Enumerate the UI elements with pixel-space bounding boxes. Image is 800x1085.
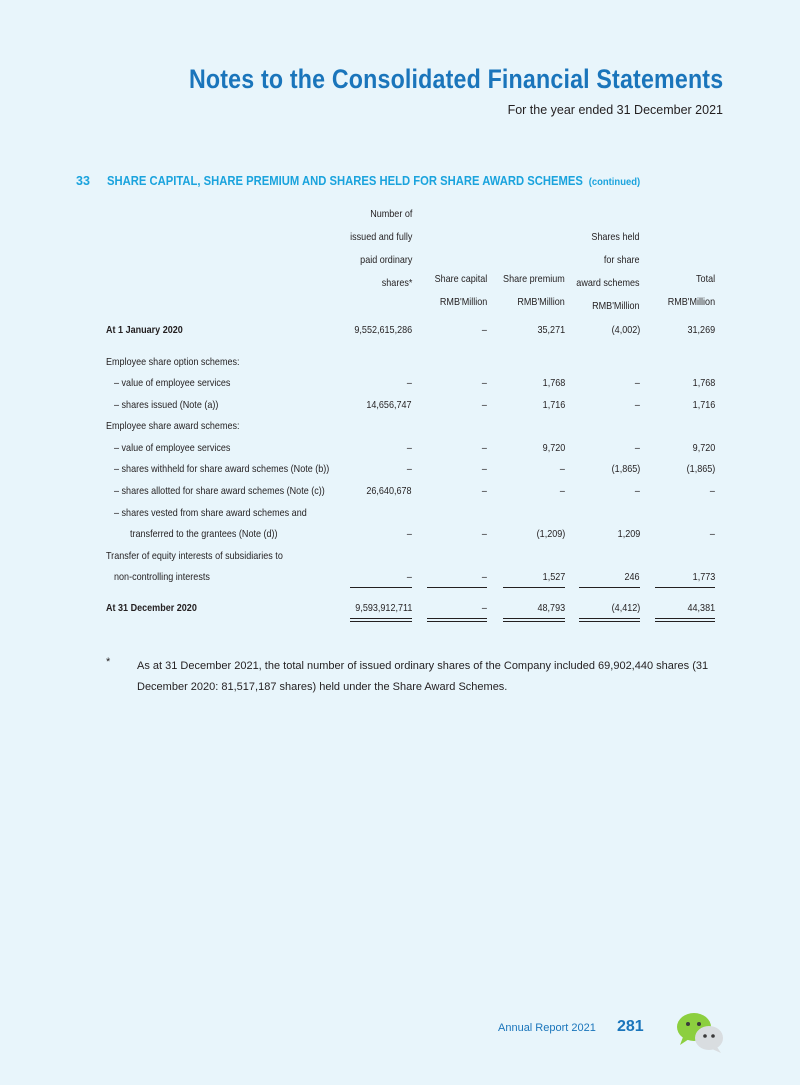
cell-shares-held: 246 <box>624 571 640 583</box>
header-line: Share premium <box>503 273 565 285</box>
cell-share-premium: 1,768 <box>542 377 565 389</box>
row-label: Employee share option schemes: <box>106 356 240 368</box>
cell-shares: – <box>406 528 412 540</box>
cell-shares: 26,640,678 <box>366 485 412 497</box>
subtotal-rule <box>350 587 412 588</box>
page-title: Notes to the Consolidated Financial Statements <box>188 64 723 94</box>
column-header-share-capital <box>434 268 487 314</box>
cell-share-capital: – <box>481 463 487 475</box>
row-label: – shares issued (Note (a)) <box>114 399 219 411</box>
cell-total: 1,716 <box>692 399 715 411</box>
header-unit: RMB'Million <box>517 296 565 308</box>
column-header-shares <box>350 203 412 295</box>
row-label: – shares allotted for share award schemes (Note (c)) <box>114 485 325 497</box>
header-line: Number of <box>369 208 412 220</box>
header-line: paid ordinary <box>359 254 412 266</box>
cell-shares-held: – <box>634 377 640 389</box>
header-line: Share capital <box>434 273 487 285</box>
cell-share-capital: – <box>481 442 487 454</box>
cell-share-premium: – <box>559 485 565 497</box>
subtotal-rule <box>655 587 715 588</box>
subtotal-rule <box>427 587 487 588</box>
footnote-marker: * <box>106 656 111 668</box>
header-line: for share <box>604 254 640 266</box>
chat-bubbles-icon <box>675 1012 725 1059</box>
column-header-shares-held <box>577 226 640 318</box>
cell-share-premium: (1,209) <box>536 528 565 540</box>
cell-total: 31,269 <box>687 324 715 336</box>
cell-share-premium: 1,716 <box>542 399 565 411</box>
section-heading <box>76 174 699 188</box>
cell-shares: 9,593,912,711 <box>354 602 412 614</box>
cell-shares: 9,552,615,286 <box>354 324 412 336</box>
section-continued: (continued) <box>588 176 641 188</box>
cell-share-capital: – <box>481 528 487 540</box>
page-number: 281 <box>617 1018 644 1035</box>
header-line: shares* <box>381 277 412 289</box>
cell-shares: – <box>406 571 412 583</box>
cell-total: 44,381 <box>687 602 715 614</box>
header-line: award schemes <box>576 277 640 289</box>
cell-shares: – <box>406 463 412 475</box>
section-number: 33 <box>76 174 90 188</box>
row-label: Employee share award schemes: <box>106 420 240 432</box>
cell-shares-held: (4,002) <box>611 324 640 336</box>
row-label: – value of employee services <box>114 442 231 454</box>
cell-share-capital: – <box>481 485 487 497</box>
header-unit: RMB'Million <box>667 296 715 308</box>
cell-share-capital: – <box>481 571 487 583</box>
cell-shares-held: (1,865) <box>611 463 640 475</box>
total-double-rule <box>503 618 565 622</box>
total-double-rule <box>655 618 715 622</box>
row-label: – shares vested from share award schemes and <box>114 507 307 519</box>
page-subtitle: For the year ended 31 December 2021 <box>507 103 723 117</box>
header-line: Shares held <box>591 231 640 243</box>
total-double-rule <box>350 618 412 622</box>
column-header-share-premium <box>503 268 565 314</box>
cell-shares-held: – <box>634 485 640 497</box>
cell-share-capital: – <box>481 324 487 336</box>
cell-shares-held: 1,209 <box>617 528 640 540</box>
cell-shares-held: – <box>634 399 640 411</box>
footer-report-title: Annual Report 2021 <box>498 1022 596 1034</box>
cell-shares: – <box>406 377 412 389</box>
cell-share-capital: – <box>481 377 487 389</box>
row-label: At 1 January 2020 <box>106 324 183 336</box>
header-unit: RMB'Million <box>439 296 487 308</box>
subtotal-rule <box>579 587 640 588</box>
cell-shares-held: (4,412) <box>611 602 640 614</box>
cell-share-capital: – <box>481 399 487 411</box>
section-title <box>107 174 640 188</box>
cell-share-premium: 48,793 <box>537 602 565 614</box>
cell-total: 1,768 <box>692 377 715 389</box>
cell-share-premium: 9,720 <box>542 442 565 454</box>
cell-total: 9,720 <box>692 442 715 454</box>
cell-total: 1,773 <box>692 571 715 583</box>
cell-shares: 14,656,747 <box>366 399 412 411</box>
total-double-rule <box>579 618 640 622</box>
cell-total: – <box>709 528 715 540</box>
header-line: Total <box>695 273 715 285</box>
row-label: – shares withheld for share award schemes (Note (b)) <box>114 463 330 475</box>
row-label: non-controlling interests <box>114 571 210 583</box>
column-header-total <box>668 268 715 314</box>
cell-total: – <box>709 485 715 497</box>
total-double-rule <box>427 618 487 622</box>
row-label: transferred to the grantees (Note (d)) <box>130 528 278 540</box>
cell-shares-held: – <box>634 442 640 454</box>
header-unit: RMB'Million <box>592 300 640 312</box>
row-label: Transfer of equity interests of subsidiaries to <box>106 550 283 562</box>
row-label: At 31 December 2020 <box>106 602 197 614</box>
section-title-text: SHARE CAPITAL, SHARE PREMIUM AND SHARES HELD FOR SHARE AWARD SCHEMES <box>107 174 583 188</box>
cell-shares: – <box>406 442 412 454</box>
row-label: – value of employee services <box>114 377 231 389</box>
subtotal-rule <box>503 587 565 588</box>
cell-share-premium: 35,271 <box>537 324 565 336</box>
cell-total: (1,865) <box>686 463 715 475</box>
cell-share-premium: – <box>559 463 565 475</box>
header-line: issued and fully <box>349 231 412 243</box>
cell-share-premium: 1,527 <box>542 571 565 583</box>
cell-share-capital: – <box>481 602 487 614</box>
footnote-text: As at 31 December 2021, the total number of issued ordinary shares of the Company included 69,902,440 shares (31 December 2020: 81,517,187 shares) held under the Share Award Schemes. <box>137 660 709 693</box>
